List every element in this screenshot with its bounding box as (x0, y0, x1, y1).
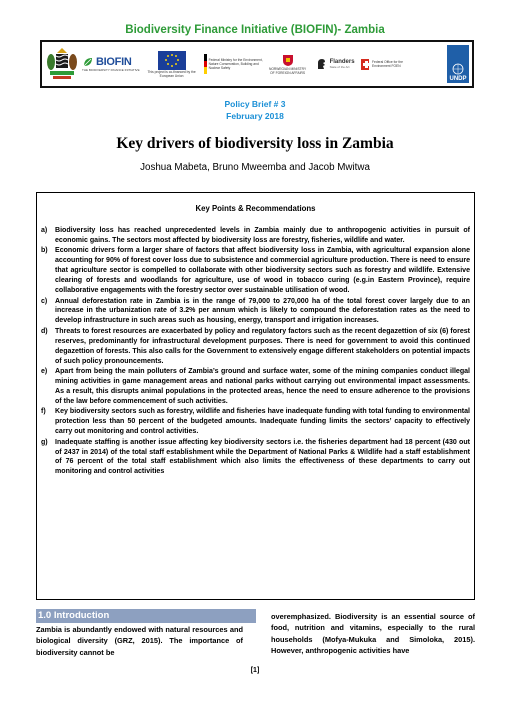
undp-logo (447, 44, 469, 84)
eu-caption: This project is co-financed by the European Union (147, 69, 196, 78)
switzerland-foen-text: Federal Office for the Environment FOEN (372, 60, 403, 68)
zambia-coat-of-arms-icon (45, 45, 79, 83)
norway-logo (267, 44, 309, 84)
key-point-text: Threats to forest resources are exacerbated by policy and regulatory factors such as the recent degazettion of six (6) forest reserves, predominantly for infrastructural development purposes. There is need for government to avoid this continued degazettion of forests. This also calls for the Government to extensively engage different stakeholders on potential impacts of such policy pronouncements. (55, 327, 470, 365)
biofin-tagline: THE BIODIVERSITY FINANCE INITIATIVE (82, 68, 140, 72)
page-number: [1] (250, 667, 260, 674)
header-title: Biodiversity Finance Initiative (BIOFIN)- Zambia (125, 24, 385, 36)
norway-crest-icon (281, 53, 295, 67)
introduction-heading: 1.0 Introduction (36, 609, 256, 623)
policy-brief-number: Policy Brief # 3 (224, 99, 286, 109)
key-points-box (36, 192, 475, 600)
key-point-text: Apart from being the main polluters of Zambia’s ground and surface water, some of the mining companies conduct illegal mining activities in game management areas and national parks without carrying out environmental impact assessments. As a result, this disrupts animal populations in the protected areas, hence the need to ensure adherence to the provisions of the law before commencement of such activities. (55, 368, 470, 405)
norway-ministry-text: NORWEGIAN MINISTRY OF FOREIGN AFFAIRS (268, 67, 307, 75)
key-point-item (41, 327, 470, 367)
key-point-letter: c) (41, 297, 48, 305)
flanders-logo (312, 44, 358, 84)
key-point-letter: a) (41, 227, 48, 234)
key-point-letter: b) (41, 247, 48, 255)
biofin-leaf-icon (82, 56, 94, 68)
key-point-item (41, 438, 470, 478)
eu-logo (143, 44, 201, 84)
policy-brief-date: February 2018 (226, 111, 284, 121)
key-points-list (41, 226, 470, 478)
key-point-text: Key biodiversity sectors such as forestry, wildlife and fisheries have inadequate funding with total funding to environmental protection less than 50 percent of the budgeted amounts. Inadequate funding limits the sectors’ capacity to effectively carry out monitoring and control activities. (55, 408, 470, 436)
switzerland-foen-logo (361, 44, 419, 84)
biofin-logo (82, 44, 140, 84)
undp-box (447, 45, 469, 83)
flanders-lion-icon (315, 57, 327, 71)
key-point-letter: g) (41, 438, 48, 446)
logo-band (40, 40, 474, 88)
key-point-letter: e) (41, 368, 48, 376)
flanders-sub: State of the Art (329, 65, 350, 69)
key-point-item (41, 407, 470, 437)
zambia-coat-of-arms-logo (45, 44, 79, 84)
key-point-letter: f) (41, 408, 46, 416)
key-point-text: Inadequate staffing is another issue affecting key biodiversity sectors i.e. the fisheries department had 18 percent (430 out of 2437 in 2014) of the total staff establishment while the Department of National Parks & Wildlife had a staff establishment of 76 percent of the total staff establishment which also limits the effectiveness of these departments to carry out monitoring and control activities (55, 438, 470, 476)
flanders-name: Flanders (329, 59, 355, 65)
key-point-item (41, 226, 470, 246)
eu-flag-icon (158, 51, 186, 70)
swiss-flag-icon (361, 59, 369, 70)
undp-name: UNDP (449, 76, 467, 82)
germany-flag-icon (204, 54, 207, 74)
key-point-text: Annual deforestation rate in Zambia is in the range of 79,000 to 270,000 ha of the total forest cover largely due to an increase in the urbanization rate of 3.2% per annum which is likely to compound the deforestation rates as the need to develop infrastructure in such areas such as housing, energy, transport and irrigation increases. (55, 297, 470, 325)
key-point-item (41, 367, 470, 407)
biofin-name: BIOFIN (96, 56, 132, 68)
un-emblem-icon (451, 62, 465, 76)
introduction-left-column: Zambia is abundantly endowed with natural resources and biological diversity (GRZ, 2015). The importance of biodiversity cannot be (36, 625, 243, 657)
key-point-item (41, 246, 470, 296)
introduction-right-column: overemphasized. Biodiversity is an essential source of food, nutrition and vitamins, especially to the rural households (Mofya-Mukuka and Simoloka, 2015). However, anthropogenic activities have (271, 612, 475, 655)
document-title: Key drivers of biodiversity loss in Zambia (116, 135, 394, 152)
document-authors: Joshua Mabeta, Bruno Mweemba and Jacob Mwitwa (140, 162, 370, 173)
key-points-heading: Key Points & Recommendations (195, 204, 316, 213)
germany-ministry-text: Federal Ministry for the Environment, Nature Conservation, Building and Nuclear Safety (208, 58, 263, 70)
key-point-text: Biodiversity loss has reached unprecedented levels in Zambia mainly due to anthropogenic activities in pursuit of economic gains. The sectors most affected by biodiversity loss are forestry, fisheries, wildlife and water. (55, 227, 470, 244)
key-point-item (41, 297, 470, 327)
key-point-letter: d) (41, 327, 48, 335)
germany-bmub-logo (204, 44, 264, 84)
key-point-text: Economic drivers form a larger share of factors that affect biodiversity loss in Zambia, with agricultural expansion alone accounting for 90% of forest cover loss due to subsistence and commercial agriculture production. There is need to ensure that agriculture sector is compelled to collaborate with other biodiversity sectors such as forestry and wildlife. Extensive clearing of forests and woodlands for agriculture, use of wood in tobacco curing (e.g.in Eastern Province), require collaborative engagements with the forestry sector over sustainable utilisation of wood. (55, 247, 470, 295)
